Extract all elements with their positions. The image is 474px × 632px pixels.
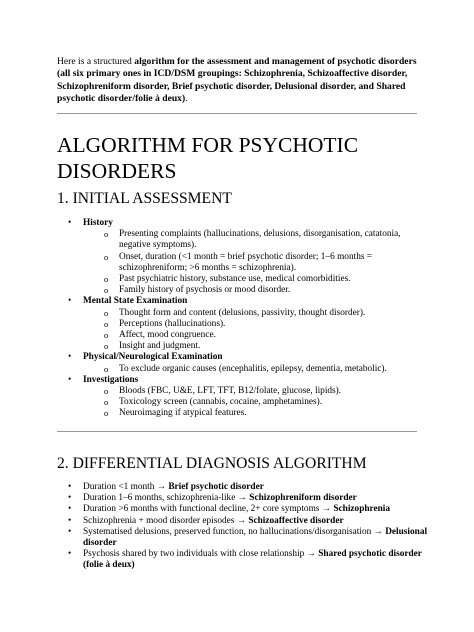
arrow-icon: → bbox=[321, 504, 332, 515]
list-item-text: To exclude organic causes (encephalitis, epilepsy, dementia, metabolic). bbox=[119, 363, 387, 374]
list-item-text: Perceptions (hallucinations). bbox=[119, 318, 226, 329]
list-item bbox=[68, 549, 428, 571]
bullet-icon: • bbox=[68, 296, 72, 307]
assessment-item-physical-exam bbox=[68, 352, 428, 374]
assessment-list bbox=[68, 218, 428, 420]
list-item-text: Neuroimaging if atypical features. bbox=[119, 408, 247, 419]
list-item bbox=[68, 493, 428, 504]
sub-bullet-icon: o bbox=[104, 341, 109, 352]
list-item-text: Presenting complaints (hallucinations, delusions, disorganisation, catatonia, negative symptoms). bbox=[119, 229, 401, 251]
section-heading-differential-diagnosis: 2. DIFFERENTIAL DIAGNOSIS ALGORITHM bbox=[57, 455, 367, 472]
list-item bbox=[68, 504, 428, 515]
assessment-item-mse bbox=[68, 296, 428, 352]
page-title: ALGORITHM FOR PSYCHOTIC DISORDERS bbox=[57, 133, 359, 183]
list-item bbox=[83, 330, 428, 341]
criterion-text: Duration >6 months with functional decline, 2+ core symptoms bbox=[83, 504, 320, 515]
arrow-icon: → bbox=[373, 526, 383, 537]
bullet-icon: • bbox=[68, 218, 72, 228]
list-item bbox=[83, 408, 428, 419]
assessment-label: Mental State Examination bbox=[83, 296, 188, 307]
divider-top bbox=[57, 113, 417, 114]
assessment-label: Physical/Neurological Examination bbox=[83, 352, 223, 363]
arrow-icon: → bbox=[236, 515, 247, 526]
assessment-sublist bbox=[83, 308, 428, 353]
list-item-text: Family history of psychosis or mood disorder. bbox=[119, 285, 291, 296]
list-item bbox=[83, 308, 428, 319]
list-item-text: Past psychiatric history, substance use, medical comorbidities. bbox=[119, 274, 351, 285]
list-item bbox=[83, 397, 428, 408]
list-item bbox=[83, 364, 428, 375]
assessment-sublist bbox=[83, 386, 428, 420]
arrow-icon: → bbox=[237, 493, 247, 504]
sub-bullet-icon: o bbox=[104, 408, 109, 419]
bullet-icon: • bbox=[68, 515, 72, 526]
section-heading-initial-assessment: 1. INITIAL ASSESSMENT bbox=[57, 190, 232, 207]
list-item bbox=[83, 319, 428, 330]
sub-bullet-icon: o bbox=[104, 363, 109, 374]
sub-bullet-icon: o bbox=[104, 330, 109, 341]
list-item-text: Insight and judgment. bbox=[119, 341, 201, 352]
assessment-label: History bbox=[83, 218, 113, 228]
assessment-label: Investigations bbox=[83, 374, 139, 385]
bullet-icon: • bbox=[68, 352, 72, 363]
criterion-text: Systematised delusions, preserved function, no hallucinations/disorganisation bbox=[83, 526, 372, 537]
list-item-text: Bloods (FBC, U&E, LFT, TFT, B12/folate, glucose, lipids). bbox=[119, 386, 342, 397]
sub-bullet-icon: o bbox=[104, 285, 109, 296]
sub-bullet-icon: o bbox=[104, 274, 109, 285]
differential-list bbox=[68, 482, 428, 572]
bullet-icon: • bbox=[68, 482, 72, 492]
list-item bbox=[83, 229, 428, 251]
list-item bbox=[83, 274, 428, 285]
sub-bullet-icon: o bbox=[104, 386, 109, 397]
bullet-icon: • bbox=[68, 493, 72, 504]
diagnosis-result: Delusional disorder bbox=[83, 526, 428, 549]
list-item bbox=[83, 285, 428, 296]
diagnosis-result: Schizophrenia bbox=[333, 504, 391, 515]
assessment-sublist bbox=[83, 229, 428, 296]
criterion-text: Psychosis shared by two individuals with close relationship bbox=[83, 549, 305, 560]
arrow-icon: → bbox=[306, 549, 316, 560]
bullet-icon: • bbox=[68, 549, 72, 560]
diagnosis-result: Schizophreniform disorder bbox=[249, 493, 357, 504]
diagnosis-result: Schizoaffective disorder bbox=[248, 515, 344, 526]
list-item-text: Toxicology screen (cannabis, cocaine, amphetamines). bbox=[119, 397, 323, 408]
list-item-text: Onset, duration (<1 month = brief psychotic disorder; 1–6 months = schizophreniform; >6 months = schizophrenia). bbox=[119, 251, 373, 273]
intro-prefix: Here is a structured bbox=[57, 56, 135, 67]
assessment-item-investigations bbox=[68, 375, 428, 420]
list-item bbox=[83, 341, 428, 352]
list-item bbox=[68, 516, 428, 527]
list-item-text: Thought form and content (delusions, passivity, thought disorder). bbox=[119, 307, 366, 318]
bullet-icon: • bbox=[68, 504, 72, 515]
sub-bullet-icon: o bbox=[104, 318, 109, 329]
bullet-icon: • bbox=[68, 374, 72, 385]
criterion-text: Schizophrenia + mood disorder episodes bbox=[83, 515, 235, 526]
bullet-icon: • bbox=[68, 526, 72, 537]
diagnosis-result: Shared psychotic disorder (folie à deux) bbox=[83, 549, 422, 571]
sub-bullet-icon: o bbox=[104, 397, 109, 408]
diagnosis-result: Brief psychotic disorder bbox=[168, 482, 264, 492]
list-item bbox=[83, 386, 428, 397]
intro-suffix: . bbox=[185, 92, 188, 104]
list-item-text: Affect, mood congruence. bbox=[119, 330, 216, 341]
arrow-icon: → bbox=[156, 482, 166, 492]
sub-bullet-icon: o bbox=[104, 229, 109, 240]
list-item bbox=[68, 527, 428, 549]
intro-bold: algorithm for the assessment and management of psychotic disorders (all six primary ones in ICD/DSM groupings: Schizophrenia, Schizoaffective disorder, Schizophreniform disorder, Brief psychotic disorder, Delusional disorder, and Shared psychotic disorder/folie à deux) bbox=[57, 56, 417, 104]
sub-bullet-icon: o bbox=[104, 251, 109, 262]
assessment-sublist bbox=[83, 364, 428, 375]
assessment-item-history bbox=[68, 218, 428, 296]
list-item bbox=[68, 482, 428, 493]
sub-bullet-icon: o bbox=[104, 307, 109, 318]
intro-paragraph bbox=[57, 56, 422, 105]
criterion-text: Duration <1 month bbox=[83, 482, 155, 492]
criterion-text: Duration 1–6 months, schizophrenia-like bbox=[83, 493, 236, 504]
divider-middle bbox=[57, 431, 417, 432]
list-item bbox=[83, 252, 428, 274]
